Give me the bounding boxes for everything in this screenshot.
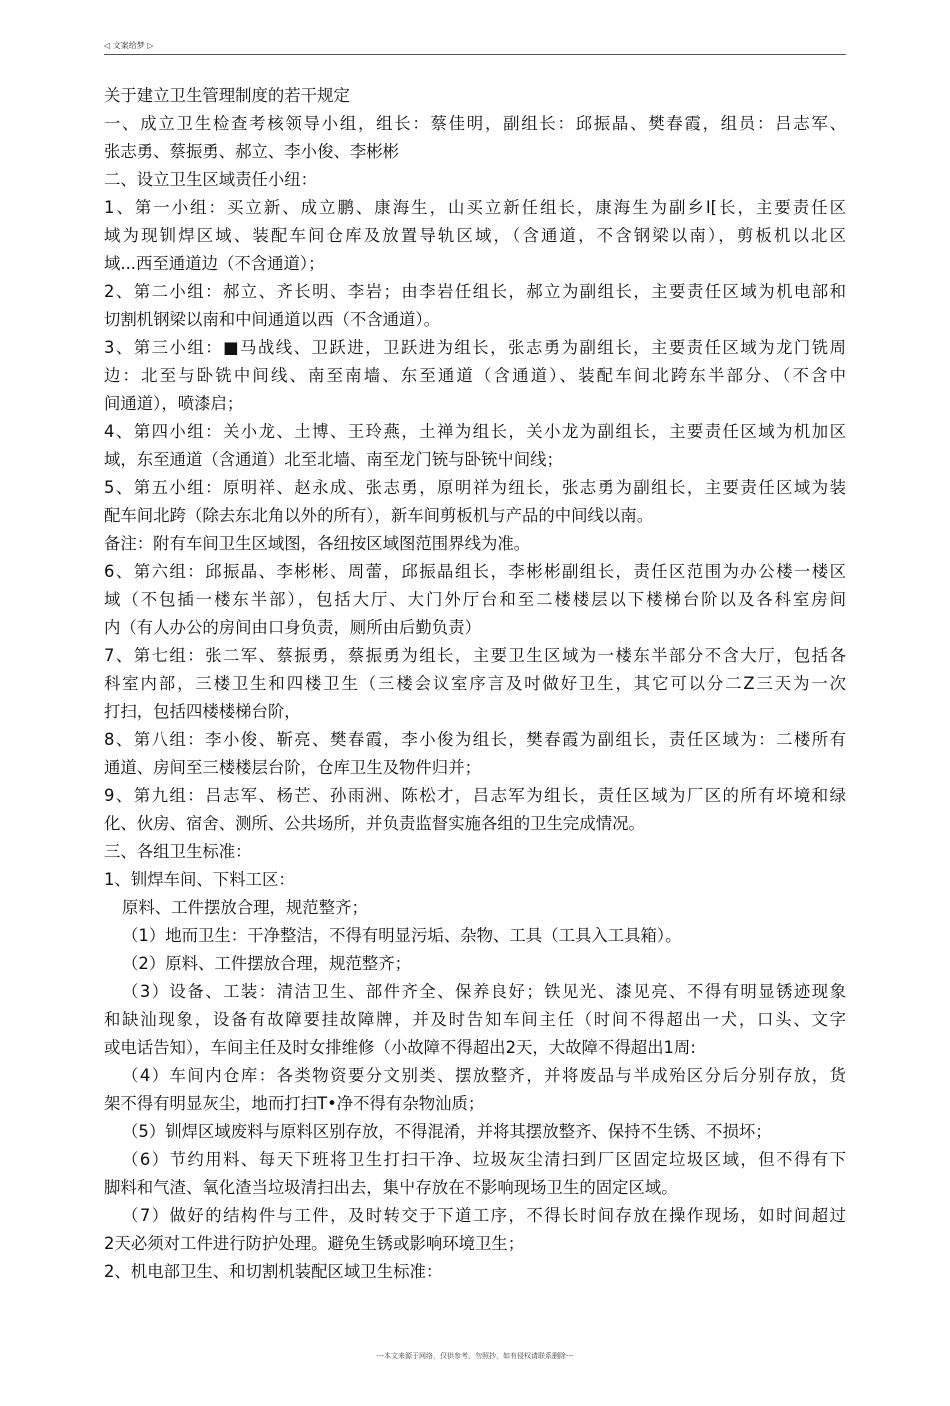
text-line: 9、第九组：吕志军、杨芒、孙雨洲、陈松才，吕志军为组长，责任区域为厂区的所有坏境和绿: [104, 786, 846, 805]
text-line: 和缺汕现象，设备有故障要挂故障牌，并及时告知车间主任（时间不得超出一犬，口头、文字: [104, 1010, 846, 1029]
text-line: （2）原料、工件摆放合理，规范整齐；: [122, 954, 412, 973]
text-line: 4、第四小组：关小龙、土博、王玲燕，土禅为组长，关小龙为副组长，主要责任区域为机加区: [104, 422, 846, 441]
text-line: （3）设备、工装：清洁卫生、部件齐全、保养良好；铁见光、漆见亮、不得有明显锈迹现象: [122, 982, 846, 1001]
text-line: （1）地而卫生：干净整洁，不得有明显污垢、杂物、工具（工具入工具箱）。: [122, 926, 682, 945]
text-line: 原料、工件摆放合理，规范整齐；: [122, 898, 368, 917]
subsection-heading: 2、机电部卫生、和切割机装配区域卫生标准：: [104, 1262, 443, 1281]
right-triangle-icon: ▷: [147, 41, 154, 50]
text-line: 张志勇、蔡振勇、郝立、李小俊、李彬彬: [104, 142, 400, 161]
text-line: （7）做好的结构件与工件，及时转交于下道工序，不得长时间存放在操作现场，如时间超过: [122, 1206, 846, 1225]
text-line: 5、第五小组：原明祥、赵永成、张志勇，原明祥为纽长，张志勇为副组长，主要责任区域为装: [104, 478, 846, 497]
text-line: （6）节约用料、每天下班将卫生打扫干净、垃圾灰尘清扫到厂区固定垃圾区域，但不得有下: [122, 1150, 846, 1169]
text-line: （5）钏焊区域废料与原料区别存放，不得混淆，并将其摆放整齐、保持不生锈、不损坏；: [122, 1122, 772, 1141]
text-line: 切割机钢梁以南和中间通道以西（不含通道）。: [104, 310, 441, 329]
page-footer: ---本文来源于网络，仅供参考，勿照抄，如有侵权请联系删除---: [376, 1352, 574, 1360]
text-line: 或电话告知），车间主任及时女排维修（小故障不得超出2天，大故障不得超出1周:: [104, 1038, 696, 1057]
document-body: [104, 82, 846, 1286]
document-title: 关于建立卫生管理制度的若干规定: [104, 86, 350, 105]
text-line: 7、第七组：张二军、蔡振勇，蔡振勇为组长，主要卫生区域为一楼东半部分不含大厅，包括各: [104, 646, 846, 665]
text-line: 2天必须对工件进行防护处理。避免生锈或影响环境卫生；: [104, 1234, 525, 1253]
text-line: 1、第一小组：买立新、成立鹏、康海生，山买立新任组长，康海生为副乡I[长，主要责任区: [104, 198, 846, 217]
text-line: 科室内部，三楼卫生和四楼卫生（三楼会议室序言及吋做好卫生，其它可以分二Z三天为一次: [104, 674, 846, 693]
page-header: [104, 40, 846, 55]
header-site-name: 文案给梦: [112, 41, 145, 50]
subsection-heading: 1、钏焊车间、下料工区：: [104, 870, 295, 889]
text-line: 域...西至通道边（不含通道）；: [104, 254, 325, 273]
left-triangle-icon: ◁: [104, 41, 111, 50]
text-line: 化、伙房、宿舍、测所、公共场所，并负责监督实施各组的卫生完成情况。: [104, 814, 645, 833]
text-line: 8、第八组：李小俊、靳亮、樊春霞，李小俊为组长，樊春霞为副组长，责任区域为：二楼所有: [104, 730, 846, 749]
note-line: 备注：附有车间卫生区域图，各纽按区域图范围界线为准。: [104, 534, 531, 553]
text-line: 间通道），喷漆启；: [104, 394, 244, 413]
text-line: 边：北至与卧铣中间线、南至南墙、东至通道（含通道）、装配车间北跨东半部分、（不含中: [104, 366, 846, 385]
text-line: 架不得有明显灰尘，地而打扫T•净不得有杂物汕质；: [104, 1094, 485, 1113]
text-line: 域，东至通道（含通道）北至北墙、南至龙门铳与卧铳屮间线；: [104, 450, 563, 469]
text-line: 2、第二小组：郝立、齐长明、李岩；由李岩任组长，郝立为副组长，主要责任区域为机电部和: [104, 282, 846, 301]
text-line: 3、第三小组：■马战线、卫跃进，卫跃进为组长，张志勇为副组长，主要责任区域为龙门铣周: [104, 338, 846, 357]
text-line: 域（不包插一楼东半部），包括大厅、大门外厅台和至二楼楼层以下楼梯台阶以及各科室房间: [104, 590, 846, 609]
text-line: 6、第六组：邱振晶、李彬彬、周蕾，邱振晶组长，李彬彬副组长，责任区范围为办公楼一楼区: [104, 562, 846, 581]
text-line: 打扫，包括四楼楼梯台阶，: [104, 702, 301, 721]
section-heading: 三、各组卫生标准：: [104, 842, 252, 861]
text-line: 脚料和气渣、氧化渣当垃圾清扫出去，集屮存放在不影响现场卫生的固定区域。: [104, 1178, 678, 1197]
text-line: 配车间北跨（除去东北角以外的所有），新车间剪板机与产品的中间线以南。: [104, 506, 654, 525]
text-line: （4）车间内仓库：各类物资要分文别类、摆放整齐，并将废品与半成殆区分后分别存放，货: [122, 1066, 846, 1085]
section-heading: 二、设立卫生区域责任小纽：: [104, 170, 318, 189]
text-line: 域为现钏焊区域、装配车间仓库及放置导轨区域，（含通道，不含钢梁以南），剪板机以北区: [104, 226, 846, 245]
text-line: 通道、房间至三楼楼层台阶，仓库卫生及物件归并；: [104, 758, 481, 777]
text-line: 一、成立卫生检查考核领导小组，组长：蔡佳明，副组长：邱振晶、樊春霞，组员：吕志军、: [104, 114, 846, 133]
text-line: 内（有人办公的房间由口身负责，厕所由后勤负责）: [104, 618, 481, 637]
